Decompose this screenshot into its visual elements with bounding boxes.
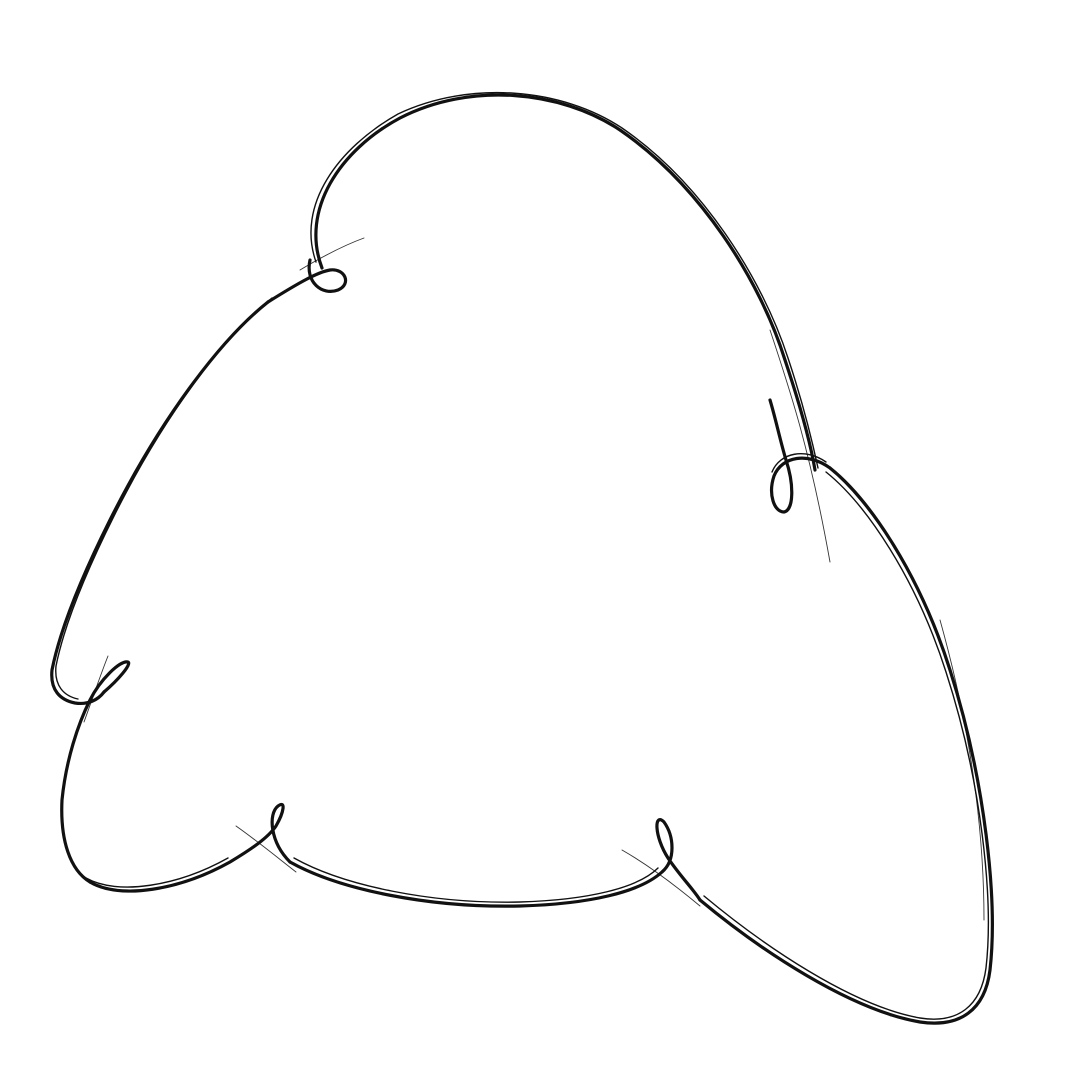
bottom-right-arc — [700, 468, 992, 1023]
crown-arc-echo — [311, 93, 818, 468]
loop-right — [770, 400, 830, 512]
crown-arc — [316, 95, 815, 470]
loop-mid-left — [62, 662, 129, 882]
loop-bottom-right-tail — [622, 850, 700, 906]
left-arc — [52, 302, 268, 703]
bottom-left-arc — [90, 804, 290, 891]
loop-bottom-left-tail — [236, 826, 296, 872]
left-arc-echo — [56, 298, 272, 699]
right-lobe-hairline — [940, 620, 984, 920]
ink-strokes — [52, 93, 993, 1023]
loop-mid-left-tail — [84, 656, 108, 722]
crown-tail-stroke — [770, 330, 830, 562]
bottom-arc — [290, 820, 700, 906]
